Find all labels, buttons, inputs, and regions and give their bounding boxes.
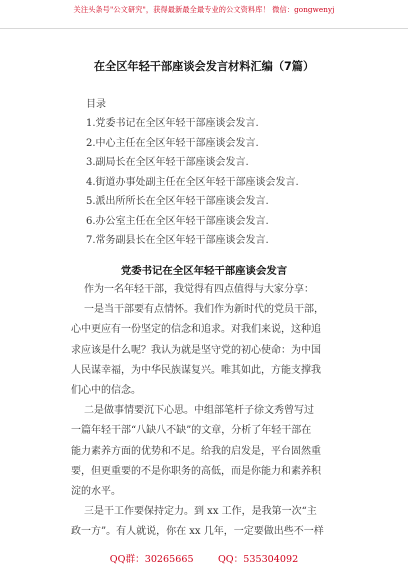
toc-item[interactable]: 3.副局长在全区年轻干部座谈会发言. <box>86 157 249 168</box>
body-line: 心中更应有一份坚定的信念和追求。对我们来说，这种追 <box>71 324 321 336</box>
body-line: 一是当干部要有点情怀。我们作为新时代的党员干部， <box>84 304 324 316</box>
body-line: 政一方”。有人就说，你在 xx 几年，一定要做出些不一样 <box>71 526 324 538</box>
body-line: 一篇年轻干部“八缺八不缺”的文章，分析了年轻干部在 <box>71 425 312 437</box>
body-line: 人民谋幸福，为中华民族谋复兴。唯其如此，方能支撑我 <box>71 364 321 376</box>
toc-item[interactable]: 5.派出所所长在全区年轻干部座谈会发言. <box>86 196 269 207</box>
body-line: 淀的水平。 <box>71 485 121 497</box>
body-line: 作为一名年轻干部，我觉得有四点值得与大家分享： <box>84 284 314 295</box>
body-line: 能力素养方面的优势和不足。给我的启发是，平台固然重 <box>71 445 321 457</box>
body-line: 求应该是什么呢？我认为就是坚守党的初心使命：为中国 <box>71 344 321 356</box>
toc-item[interactable]: 4.街道办事处副主任在全区年轻干部座谈会发言. <box>86 176 299 188</box>
toc-item[interactable]: 6.办公室主任在全区年轻干部座谈会发言. <box>86 215 269 227</box>
body-line: 要，但更重要的不是你职务的高低，而是你能力和素养积 <box>71 465 321 477</box>
document-title: 在全区年轻干部座谈会发言材料汇编（7篇） <box>93 60 315 73</box>
body-line: 二是做事情要沉下心思。中组部笔杆子徐文秀曾写过 <box>84 405 314 417</box>
footer-contact: QQ群：30265665 QQ：535304092 <box>109 554 299 565</box>
body-line: 三是干工作要保持定力。到 xx 工作，是我第一次“主 <box>84 506 317 518</box>
toc-heading: 目录 <box>86 99 106 110</box>
body-line: 们心中的信念。 <box>71 384 141 396</box>
table-of-contents <box>86 114 299 251</box>
header-promo-note: 关注头条号"公文研究"，获得最新最全最专业的公文资料库！ 微信：gongwenyj <box>73 5 335 14</box>
section-body <box>71 280 334 542</box>
section-title: 党委书记在全区年轻干部座谈会发言 <box>120 265 288 277</box>
header-divider <box>0 28 408 29</box>
toc-item[interactable]: 1.党委书记在全区年轻干部座谈会发言. <box>86 118 259 129</box>
toc-item[interactable]: 2.中心主任在全区年轻干部座谈会发言. <box>86 137 259 149</box>
toc-item[interactable]: 7.常务副县长在全区年轻干部座谈会发言. <box>86 235 269 246</box>
